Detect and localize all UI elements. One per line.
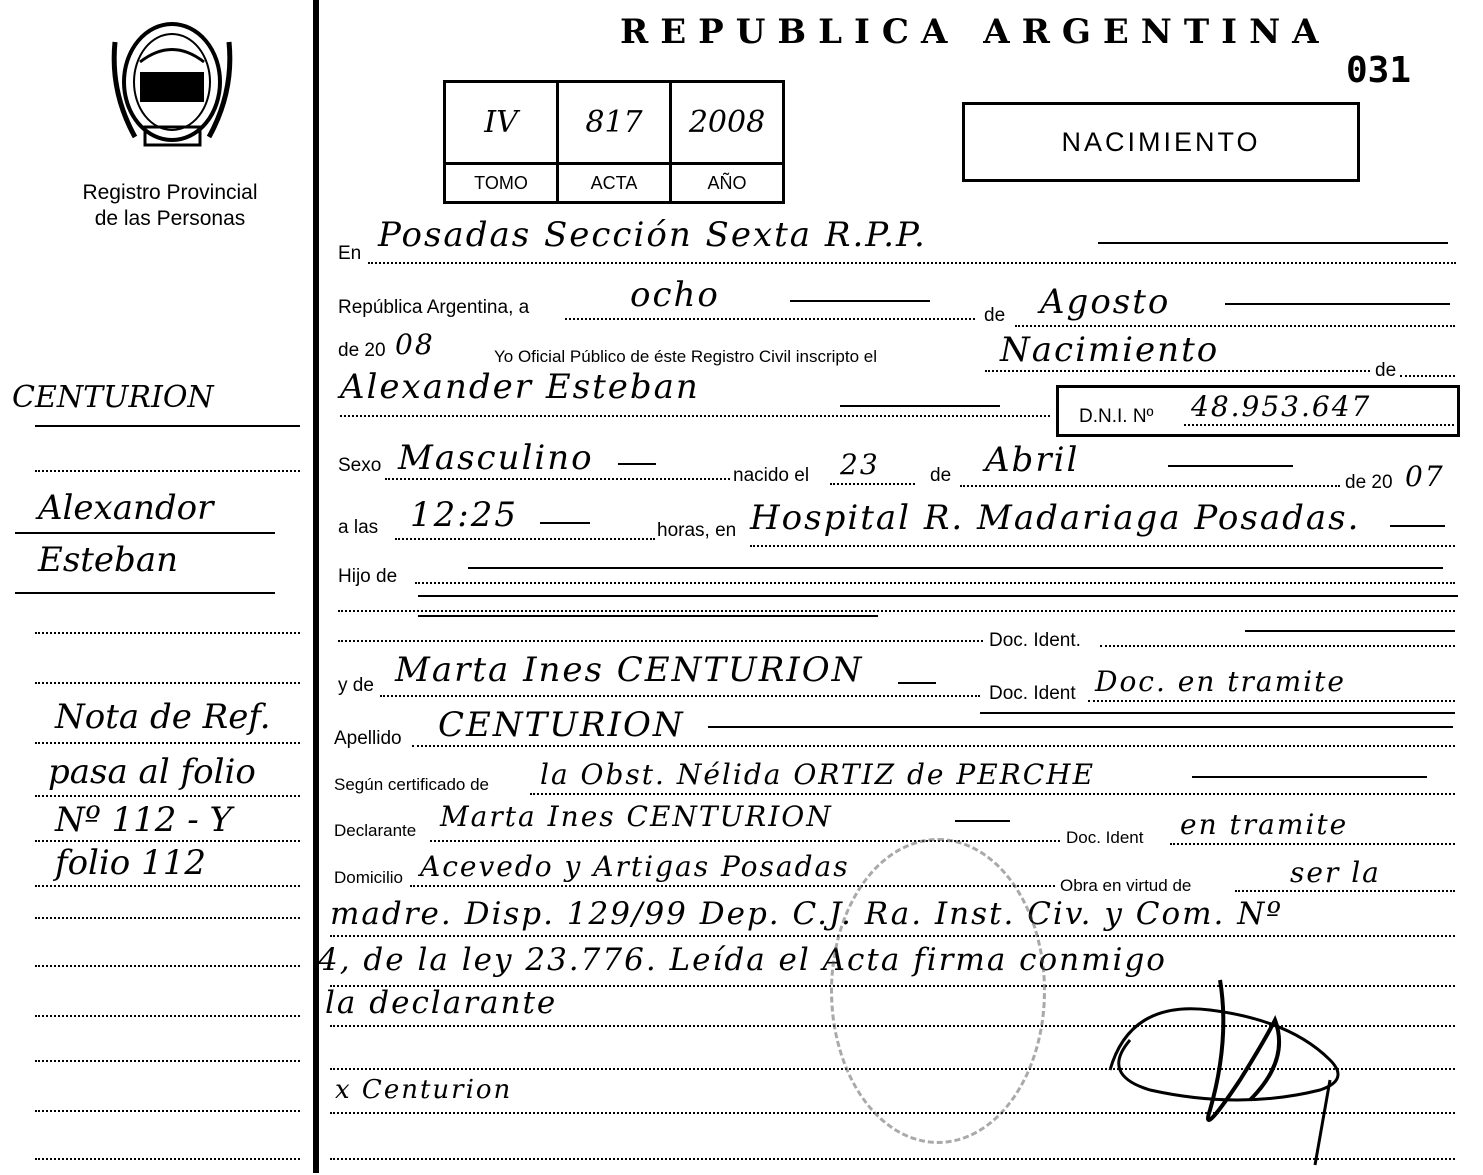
sidebar-nota-1: Nota de Ref. (55, 697, 271, 737)
acta-cell (559, 83, 672, 201)
tomo-cell (446, 83, 559, 201)
mes-value: Agosto (1040, 282, 1171, 322)
sidebar-nota-3: Nº 112 - Y (55, 800, 232, 840)
form-rule (840, 405, 1000, 407)
sidebar-rule (35, 1015, 300, 1017)
firma-declarante: x Centurion (335, 1075, 513, 1105)
acta-label: ACTA (590, 172, 638, 193)
form-rule (750, 545, 1455, 547)
nombre-value: Alexander Esteban (340, 367, 700, 407)
declarante-doc-value: en tramite (1180, 808, 1349, 841)
texto-line-2: 4, de la ley 23.776. Leída el Acta firma conmigo (318, 942, 1167, 978)
form-rule (960, 485, 1340, 487)
form-rule (540, 522, 590, 524)
tomo-label: TOMO (474, 172, 528, 193)
obra-label: Obra en virtud de (1060, 876, 1192, 895)
madre-doc-value: Doc. en tramite (1095, 665, 1346, 698)
sidebar-rule (35, 885, 300, 887)
apellido-label: Apellido (334, 728, 402, 749)
anio-prefix-label: de 20 (338, 340, 386, 361)
en-value: Posadas Sección Sexta R.P.P. (378, 215, 927, 255)
registry-line-1: Registro Provincial (82, 181, 258, 204)
sidebar-apellido: CENTURION (12, 380, 214, 415)
de-label-2: de (1375, 360, 1397, 381)
form-rule (1015, 325, 1455, 327)
inscripto-value: Nacimiento (1000, 330, 1220, 370)
form-rule (468, 567, 1443, 569)
form-rule (898, 682, 936, 684)
form-rule (955, 820, 1010, 822)
de-label: de (984, 305, 1006, 326)
acta-value: 817 (559, 83, 669, 165)
form-rule (980, 712, 1455, 714)
hora-value: 12:25 (410, 495, 518, 535)
form-rule (1225, 303, 1450, 305)
horas-label: horas, en (657, 520, 737, 541)
domicilio-label: Domicilio (334, 868, 403, 887)
oficial-label: Yo Oficial Público de éste Registro Civil inscripto el (494, 347, 877, 366)
form-rule (430, 840, 1060, 842)
sidebar-rule (35, 470, 300, 472)
sidebar-rule (35, 795, 300, 797)
form-rule (530, 793, 1455, 795)
sidebar-rule (35, 1158, 300, 1160)
sidebar-rule (35, 742, 300, 744)
form-rule (1390, 525, 1445, 527)
alas-label: a las (338, 517, 379, 538)
form-rule (1192, 776, 1427, 778)
form-rule (830, 483, 915, 485)
sidebar-nombre-1: Alexandor (38, 488, 214, 528)
declarante-value: Marta Ines CENTURION (440, 800, 833, 833)
anio-label: AÑO (707, 172, 747, 193)
document-title: REPUBLICA ARGENTINA (620, 12, 1331, 52)
sexo-label: Sexo (338, 455, 382, 476)
form-rule (1168, 465, 1293, 467)
sidebar-divider (313, 0, 319, 1173)
form-rule (1235, 890, 1455, 892)
form-rule (385, 478, 730, 480)
sidebar-rule (35, 917, 300, 919)
form-rule (418, 595, 1458, 597)
form-rule (368, 262, 1456, 264)
document-number: 031 (1346, 50, 1412, 91)
registry-name (40, 180, 300, 232)
form-rule (380, 695, 980, 697)
nacido-dia: 23 (840, 448, 880, 481)
texto-line-1: madre. Disp. 129/99 Dep. C.J. Ra. Inst. Civ. y Com. Nº (330, 896, 1283, 932)
official-stamp (830, 838, 1046, 1144)
de-label-3: de (930, 465, 952, 486)
anio-value: 2008 (672, 83, 782, 165)
sidebar-rule (35, 1110, 300, 1112)
doc-ident-label: Doc. Ident. (989, 630, 1081, 651)
form-rule (1098, 242, 1448, 244)
dia-value: ocho (630, 275, 720, 315)
segun-label: Según certificado de (334, 775, 489, 794)
de20-label: de 20 (1345, 472, 1393, 493)
provincial-seal (105, 12, 240, 157)
certificado-value: la Obst. Nélida ORTIZ de PERCHE (540, 758, 1096, 791)
lugar-value: Hospital R. Madariaga Posadas. (750, 498, 1361, 538)
form-rule (1088, 700, 1455, 702)
form-rule (1184, 424, 1454, 426)
form-rule (338, 610, 1455, 612)
official-signature (1090, 960, 1370, 1170)
texto-line-3: la declarante (325, 985, 558, 1021)
declarante-label: Declarante (334, 821, 417, 840)
registry-boxes (443, 80, 785, 204)
form-rule (1400, 375, 1455, 377)
apellido-value: CENTURION (438, 705, 685, 745)
nacido-anio: 07 (1405, 460, 1445, 493)
form-rule (708, 726, 1453, 728)
sidebar-rule (15, 532, 275, 534)
doc-ident-label-2: Doc. Ident (989, 683, 1076, 704)
dni-box (1056, 385, 1460, 437)
yde-label: y de (338, 675, 374, 696)
sexo-value: Masculino (398, 438, 594, 478)
sidebar-rule (35, 682, 300, 684)
dni-label: D.N.I. Nº (1079, 406, 1154, 427)
domicilio-value: Acevedo y Artigas Posadas (420, 850, 850, 883)
nacido-label: nacido el (733, 465, 810, 486)
form-rule (1100, 645, 1455, 647)
form-rule (618, 463, 656, 465)
form-rule (340, 415, 1050, 417)
form-rule (985, 370, 1370, 372)
form-rule (790, 300, 930, 302)
sidebar-rule (35, 425, 300, 427)
form-rule (395, 538, 655, 540)
form-rule (418, 615, 878, 617)
sidebar-rule (35, 1060, 300, 1062)
sidebar-rule (35, 840, 300, 842)
tomo-value: IV (446, 83, 556, 165)
hijo-label: Hijo de (338, 566, 398, 587)
sidebar-rule (35, 965, 300, 967)
madre-value: Marta Ines CENTURION (395, 650, 864, 690)
nacido-mes: Abril (985, 440, 1080, 480)
form-rule (1245, 630, 1455, 632)
dni-value: 48.953.647 (1191, 390, 1372, 423)
registry-line-2: de las Personas (94, 207, 246, 230)
en-label: En (338, 243, 362, 264)
republica-label: República Argentina, a (338, 297, 530, 318)
sidebar-nombre-2: Esteban (38, 540, 178, 580)
anio-cell (672, 83, 782, 201)
form-rule (415, 582, 1455, 584)
sidebar-nota-2: pasa al folio (48, 752, 256, 792)
doc-ident-label-3: Doc. Ident (1066, 828, 1144, 847)
form-rule (565, 318, 975, 320)
form-rule (338, 640, 983, 642)
anio-value-hw: 08 (395, 328, 435, 361)
sidebar-nota-4: folio 112 (55, 843, 206, 883)
document-type-box: NACIMIENTO (962, 102, 1360, 182)
form-rule (1170, 843, 1455, 845)
form-rule (412, 745, 1455, 747)
sidebar-rule (15, 592, 275, 594)
obra-value: ser la (1290, 856, 1381, 889)
sidebar-rule (35, 632, 300, 634)
